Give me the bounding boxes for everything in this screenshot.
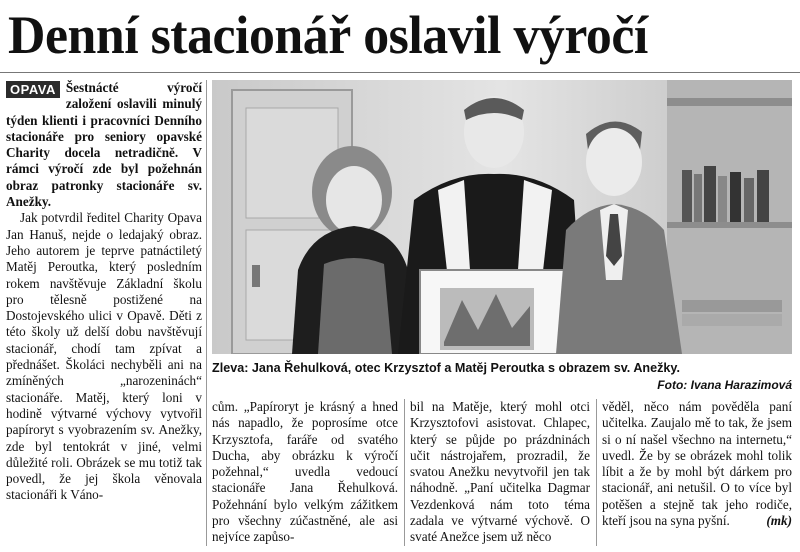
body-paragraph-3: bil na Matěje, který mohl otci Krzysztofovi asistovat. Chlapec, který se půjde po prázdninách učit nástrojařem, prozradil, že svatou Anežku nevytvořil jen tak náhodně. „Paní učitelka Dagmar Vezdenková nám toto téma zadala ve výtvarné výchově. O svaté Anežce jsem už něco — [410, 399, 590, 545]
body-paragraph-1: Jak potvrdil ředitel Charity Opava Jan Hanuš, nejde o ledajaký obraz. Jeho autorem je teprve patnáctiletý Matěj Peroutka, který posledním rokem navštěvuje Základní školu pro tělesně postižené na Dostojevského ulici v Opavě. Děti z této školy už delší dobu navštěvují stacionář, chodí tam zpívat a přednášet. Školáci nechyběli ani na zmíněných „narozeninách“ stacionáře. Matěj, který loni v hodině výtvarné výchovy vytvořil papíroryt s vyobrazením sv. Anežky, zde byl tentokrát v jiné, velmi důležité roli. Obrázek se mu totiž tak povedl, že jej škola věnovala stacionáři k Váno- — [6, 210, 202, 503]
body-paragraph-2: cům. „Papíroryt je krásný a hned nás napadlo, že poprosíme otce Krzysztofa, faráře od svatého Ducha, aby obrázku k výročí požehnal,“ uvedla vedoucí stacionáře Jana Řehulková. Požehnání bylo velkým zážitkem pro všechny zúčastněné, ale asi nejvíce zapůso- — [212, 399, 398, 545]
headline: Denní stacionář oslavil výročí — [8, 5, 648, 65]
article-column-4 — [602, 399, 792, 529]
lead-paragraph: Šestnácté výročí založení oslavili minulý týden klienti i pracovníci Denního stacionáře pro seniory opavské Charity docela netradičně. V rámci výročí zde byl požehnán obraz patronky stacionáře sv. Anežky. — [6, 80, 202, 210]
article-column-1 — [6, 80, 202, 504]
article-column-2 — [212, 399, 398, 546]
article-photo — [212, 80, 792, 354]
photo-caption: Zleva: Jana Řehulková, otec Krzysztof a Matěj Peroutka s obrazem sv. Anežky. — [212, 361, 680, 375]
place-tag: OPAVA — [6, 81, 60, 98]
photo-illustration — [212, 80, 792, 354]
column-divider — [404, 399, 405, 546]
author-signature: (mk) — [766, 513, 792, 529]
column-divider — [596, 399, 597, 546]
article-column-3 — [410, 399, 590, 546]
body-paragraph-4: věděl, něco nám pověděla paní učitelka. Zaujalo mě to tak, že jsem si o ní našel všechno na internetu,“ uvedl. Že by se obrázek mohl tolik líbit a že by mohl být dárkem pro stacionář, ani netušil. O to více byl potěšen a stejně tak jeho rodiče, kteří jsou na syna pyšní. — [602, 399, 792, 529]
photo-credit: Foto: Ivana Harazimová — [657, 378, 792, 392]
headline-rule — [0, 72, 800, 73]
column-divider — [206, 80, 207, 546]
